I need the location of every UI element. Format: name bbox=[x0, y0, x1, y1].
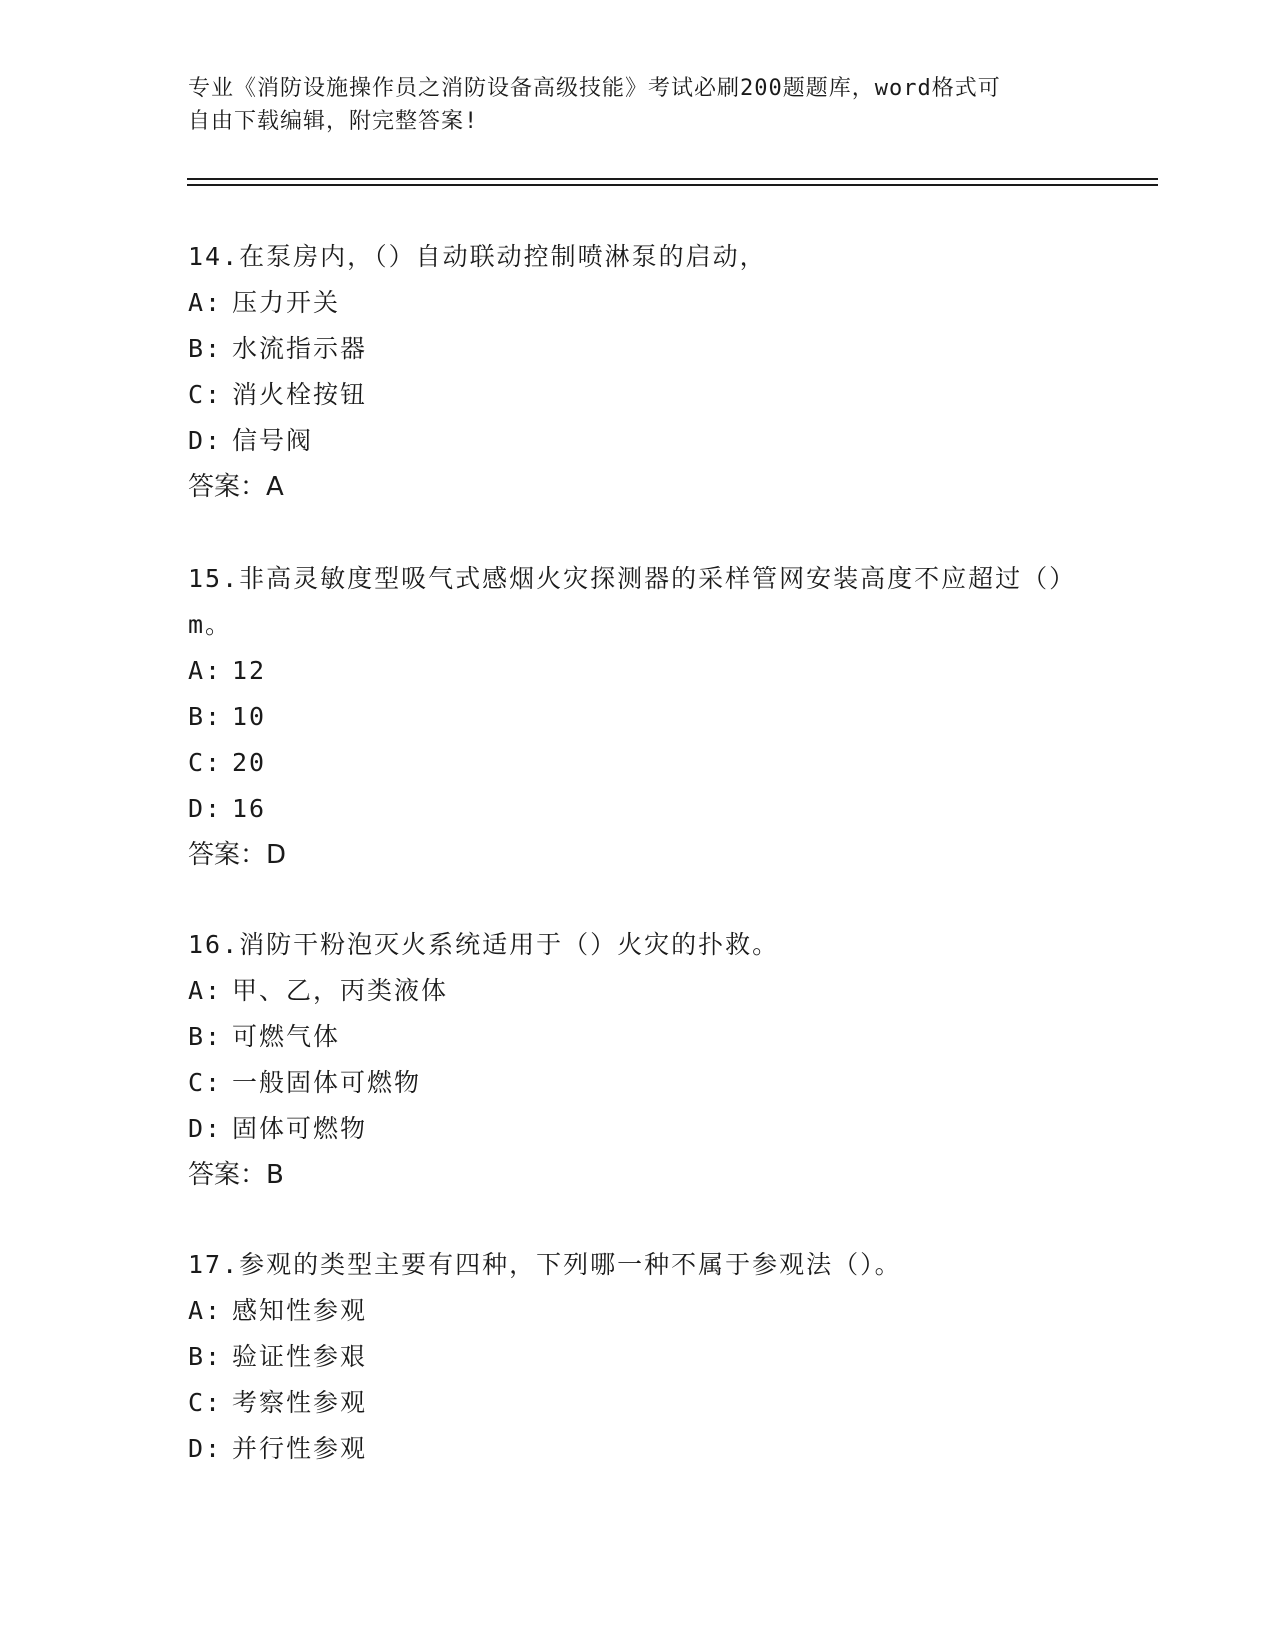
option-text: 水流指示器 bbox=[232, 334, 368, 363]
option-key: C: bbox=[188, 748, 223, 777]
option-key: D: bbox=[188, 1114, 223, 1143]
option-key: D: bbox=[188, 794, 223, 823]
option-b bbox=[188, 326, 1148, 372]
option-text: 12 bbox=[232, 656, 267, 685]
option-text: 感知性参观 bbox=[232, 1296, 368, 1325]
option-c bbox=[188, 1060, 1148, 1106]
option-key: D: bbox=[188, 1434, 223, 1463]
question-stem: 14.在泵房内，（）自动联动控制喷淋泵的启动， bbox=[188, 242, 767, 271]
question-stem: 16.消防干粉泡灭火系统适用于（）火灾的扑救。 bbox=[188, 930, 780, 959]
option-text: 并行性参观 bbox=[232, 1434, 368, 1463]
header-divider-top bbox=[187, 178, 1158, 180]
option-key: C: bbox=[188, 380, 223, 409]
option-key: B: bbox=[188, 1022, 223, 1051]
question-stem: 17.参观的类型主要有四种，下列哪一种不属于参观法（）。 bbox=[188, 1250, 902, 1279]
option-text: 20 bbox=[232, 748, 267, 777]
option-key: D: bbox=[188, 426, 223, 455]
option-a bbox=[188, 1288, 1148, 1334]
option-d bbox=[188, 786, 1148, 832]
option-key: C: bbox=[188, 1068, 223, 1097]
answer-line: 答案：A bbox=[188, 472, 284, 502]
header-line-1: 专业《消防设施操作员之消防设备高级技能》考试必刷200题题库，word格式可 bbox=[188, 76, 1001, 101]
option-a bbox=[188, 280, 1148, 326]
header-divider-bottom bbox=[187, 184, 1158, 186]
option-d bbox=[188, 1106, 1148, 1152]
answer-line: 答案：B bbox=[188, 1160, 284, 1190]
option-text: 固体可燃物 bbox=[232, 1114, 368, 1143]
option-text: 10 bbox=[232, 702, 267, 731]
option-text: 可燃气体 bbox=[232, 1022, 341, 1051]
option-key: C: bbox=[188, 1388, 223, 1417]
option-key: A: bbox=[188, 976, 223, 1005]
option-text: 16 bbox=[232, 794, 267, 823]
option-text: 信号阀 bbox=[232, 426, 314, 455]
document-header bbox=[188, 72, 1068, 138]
option-key: A: bbox=[188, 1296, 223, 1325]
answer-line: 答案：D bbox=[188, 840, 287, 870]
option-text: 一般固体可燃物 bbox=[232, 1068, 422, 1097]
option-key: B: bbox=[188, 702, 223, 731]
question-17 bbox=[188, 1242, 1148, 1472]
option-b bbox=[188, 694, 1148, 740]
option-a bbox=[188, 968, 1148, 1014]
option-key: A: bbox=[188, 288, 223, 317]
option-text: 考察性参观 bbox=[232, 1388, 368, 1417]
question-16 bbox=[188, 922, 1148, 1198]
option-text: 甲、乙，丙类液体 bbox=[232, 976, 449, 1005]
question-14 bbox=[188, 234, 1148, 510]
question-stem: 15.非高灵敏度型吸气式感烟火灾探测器的采样管网安装高度不应超过（）m。 bbox=[188, 564, 1064, 639]
option-a bbox=[188, 648, 1148, 694]
option-d bbox=[188, 418, 1148, 464]
option-text: 消火栓按钮 bbox=[232, 380, 368, 409]
option-key: B: bbox=[188, 334, 223, 363]
option-b bbox=[188, 1334, 1148, 1380]
option-d bbox=[188, 1426, 1148, 1472]
header-line-2: 自由下载编辑，附完整答案! bbox=[188, 109, 479, 134]
option-key: A: bbox=[188, 656, 223, 685]
option-text: 验证性参艰 bbox=[232, 1342, 368, 1371]
question-15 bbox=[188, 556, 1148, 878]
option-key: B: bbox=[188, 1342, 223, 1371]
option-text: 压力开关 bbox=[232, 288, 341, 317]
option-c bbox=[188, 740, 1148, 786]
option-c bbox=[188, 372, 1148, 418]
option-b bbox=[188, 1014, 1148, 1060]
option-c bbox=[188, 1380, 1148, 1426]
